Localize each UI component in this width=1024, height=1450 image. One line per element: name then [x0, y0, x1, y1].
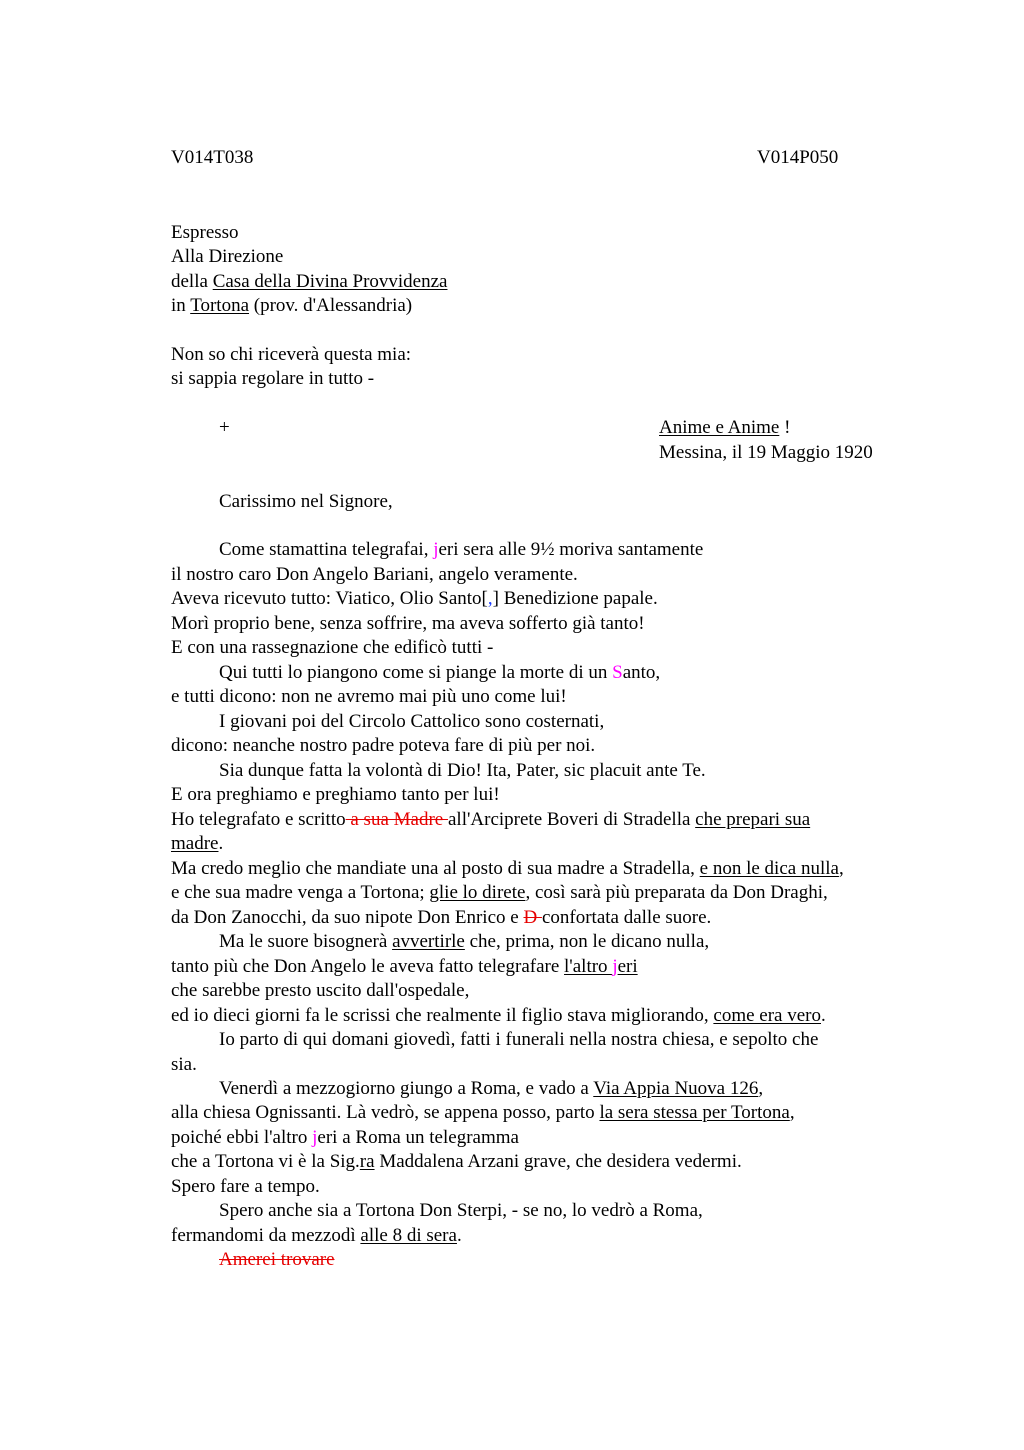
- body-text: alla chiesa Ognissanti. Là vedrò, se appena posso, parto: [171, 1102, 600, 1123]
- body-line: [171, 832, 223, 857]
- body-text: tanto più che Don Angelo le aveva fatto telegrafare: [171, 956, 565, 977]
- address-line-2: Alla Direzione: [171, 246, 284, 267]
- address-text: (prov. d'Alessandria): [249, 295, 413, 316]
- body-line: [219, 930, 709, 955]
- body-line: e tutti dicono: non ne avremo mai più uno come lui!: [171, 686, 567, 707]
- body-text: , così sarà più preparata da Don Draghi,: [525, 882, 828, 903]
- body-text: ed io dieci giorni fa le scrissi che realmente il figlio stava migliorando,: [171, 1005, 714, 1026]
- body-line: sia.: [171, 1054, 197, 1075]
- body-text: che a Tortona vi è la Sig.: [171, 1151, 360, 1172]
- body-text: .: [218, 833, 224, 854]
- underlined-text: avvertirle: [392, 931, 465, 952]
- cross-symbol: +: [219, 417, 230, 438]
- underlined-text: madre: [171, 833, 219, 854]
- deleted-text: Amerei trovare: [219, 1249, 335, 1270]
- body-text: .: [456, 1225, 462, 1246]
- body-line: il nostro caro Don Angelo Bariani, angelo veramente.: [171, 564, 578, 585]
- salutation: Carissimo nel Signore,: [219, 491, 393, 512]
- body-text: Aveva ricevuto tutto: Viatico, Olio Santo: [171, 588, 482, 609]
- body-text: che, prima, non le dicano nulla,: [464, 931, 710, 952]
- underlined-text: Anime e Anime: [659, 417, 780, 438]
- note-line-1: Non so chi riceverà questa mia:: [171, 344, 412, 365]
- underlined-text: e non le dica nulla: [699, 858, 839, 879]
- body-text: Maddalena Arzani grave, che desidera vedermi.: [374, 1151, 742, 1172]
- document-code-right: V014P050: [757, 147, 839, 168]
- underlined-text: alle 8 di sera: [360, 1225, 457, 1246]
- body-line: Morì proprio bene, senza soffrire, ma aveva sofferto già tanto!: [171, 613, 645, 634]
- motto: [659, 416, 790, 441]
- body-text: poiché ebbi l'altro: [171, 1127, 313, 1148]
- underlined-text: la sera stessa per Tortona: [599, 1102, 790, 1123]
- body-line: [171, 881, 828, 906]
- body-line: [219, 1248, 335, 1273]
- body-line: Spero anche sia a Tortona Don Sterpi, - se no, lo vedrò a Roma,: [219, 1200, 703, 1221]
- body-line: [171, 955, 638, 980]
- inserted-comma: ,: [487, 588, 493, 609]
- body-text: anto,: [622, 662, 661, 683]
- motto-text: !: [779, 417, 791, 438]
- underlined-text: Casa della Divina Provvidenza: [212, 271, 448, 292]
- body-line: [171, 1101, 795, 1126]
- inserted-letter: j: [612, 956, 618, 977]
- body-text: ,: [838, 858, 844, 879]
- body-text: Qui tutti lo piangono come si piange la morte di un: [219, 662, 613, 683]
- inserted-letter: j: [312, 1127, 318, 1148]
- body-text: e che sua madre venga a Tortona;: [171, 882, 430, 903]
- bracket: ]: [492, 588, 499, 609]
- body-line: [219, 538, 703, 563]
- underlined-text: che prepari sua: [695, 809, 811, 830]
- inserted-letter: j: [433, 539, 439, 560]
- body-line: [171, 808, 810, 833]
- underlined-text: l'altro: [564, 956, 613, 977]
- body-text: all'Arciprete Boveri di Stradella: [447, 809, 696, 830]
- underlined-text: Tortona: [190, 295, 250, 316]
- body-line: [171, 906, 711, 931]
- deleted-text: D: [523, 907, 542, 928]
- body-text: Ho telegrafato e scritto: [171, 809, 346, 830]
- body-line: Sia dunque fatta la volontà di Dio! Ita, Pater, sic placuit ante Te.: [219, 760, 706, 781]
- body-text: Venerdì a mezzogiorno giungo a Roma, e vado a: [219, 1078, 594, 1099]
- address-text: in: [171, 295, 191, 316]
- bracket: [: [481, 588, 488, 609]
- underlined-text: eri: [617, 956, 638, 977]
- inserted-letter: S: [612, 662, 623, 683]
- body-line: [171, 1126, 519, 1151]
- body-text: da Don Zanocchi, da suo nipote Don Enrico e: [171, 907, 524, 928]
- address-line-3: [171, 270, 447, 295]
- body-line: Spero fare a tempo.: [171, 1176, 320, 1197]
- body-line: E con una rassegnazione che edificò tutti -: [171, 637, 494, 658]
- body-line: [171, 1224, 462, 1249]
- address-text: della: [171, 271, 213, 292]
- underlined-text: Via Appia Nuova 126: [593, 1078, 759, 1099]
- body-line: [219, 661, 660, 686]
- address-line-4: [171, 294, 412, 319]
- body-line: I giovani poi del Circolo Cattolico sono costernati,: [219, 711, 605, 732]
- body-line: che sarebbe presto uscito dall'ospedale,: [171, 980, 470, 1001]
- body-line: [171, 1150, 742, 1175]
- deleted-text: a sua Madre: [345, 809, 448, 830]
- body-line: dicono: neanche nostro padre poteva fare di più per noi.: [171, 735, 596, 756]
- note-line-2: si sappia regolare in tutto -: [171, 368, 375, 389]
- underlined-text: glie lo direte: [429, 882, 526, 903]
- body-text: ,: [789, 1102, 795, 1123]
- body-text: eri sera alle 9½ moriva santamente: [438, 539, 704, 560]
- body-line: [171, 587, 658, 612]
- body-line: [219, 1077, 763, 1102]
- body-text: eri a Roma un telegramma: [317, 1127, 519, 1148]
- underlined-text: ra: [359, 1151, 375, 1172]
- body-line: E ora preghiamo e preghiamo tanto per lui!: [171, 784, 500, 805]
- body-text: fermandomi da mezzodì: [171, 1225, 361, 1246]
- document-code-left: V014T038: [171, 147, 254, 168]
- body-text: Benedizione papale.: [498, 588, 658, 609]
- date-line: Messina, il 19 Maggio 1920: [659, 442, 873, 463]
- address-line-1: Espresso: [171, 222, 239, 243]
- body-text: ,: [758, 1078, 764, 1099]
- underlined-text: come era vero: [713, 1005, 821, 1026]
- body-text: .: [821, 1005, 826, 1026]
- body-line: Io parto di qui domani giovedì, fatti i funerali nella nostra chiesa, e sepolto che: [219, 1029, 819, 1050]
- body-text: Come stamattina telegrafai,: [219, 539, 434, 560]
- body-line: [171, 1004, 826, 1029]
- body-line: [171, 857, 844, 882]
- body-text: Ma le suore bisognerà: [219, 931, 393, 952]
- body-text: Ma credo meglio che mandiate una al posto di sua madre a Stradella,: [171, 858, 700, 879]
- body-text: confortata dalle suore.: [541, 907, 712, 928]
